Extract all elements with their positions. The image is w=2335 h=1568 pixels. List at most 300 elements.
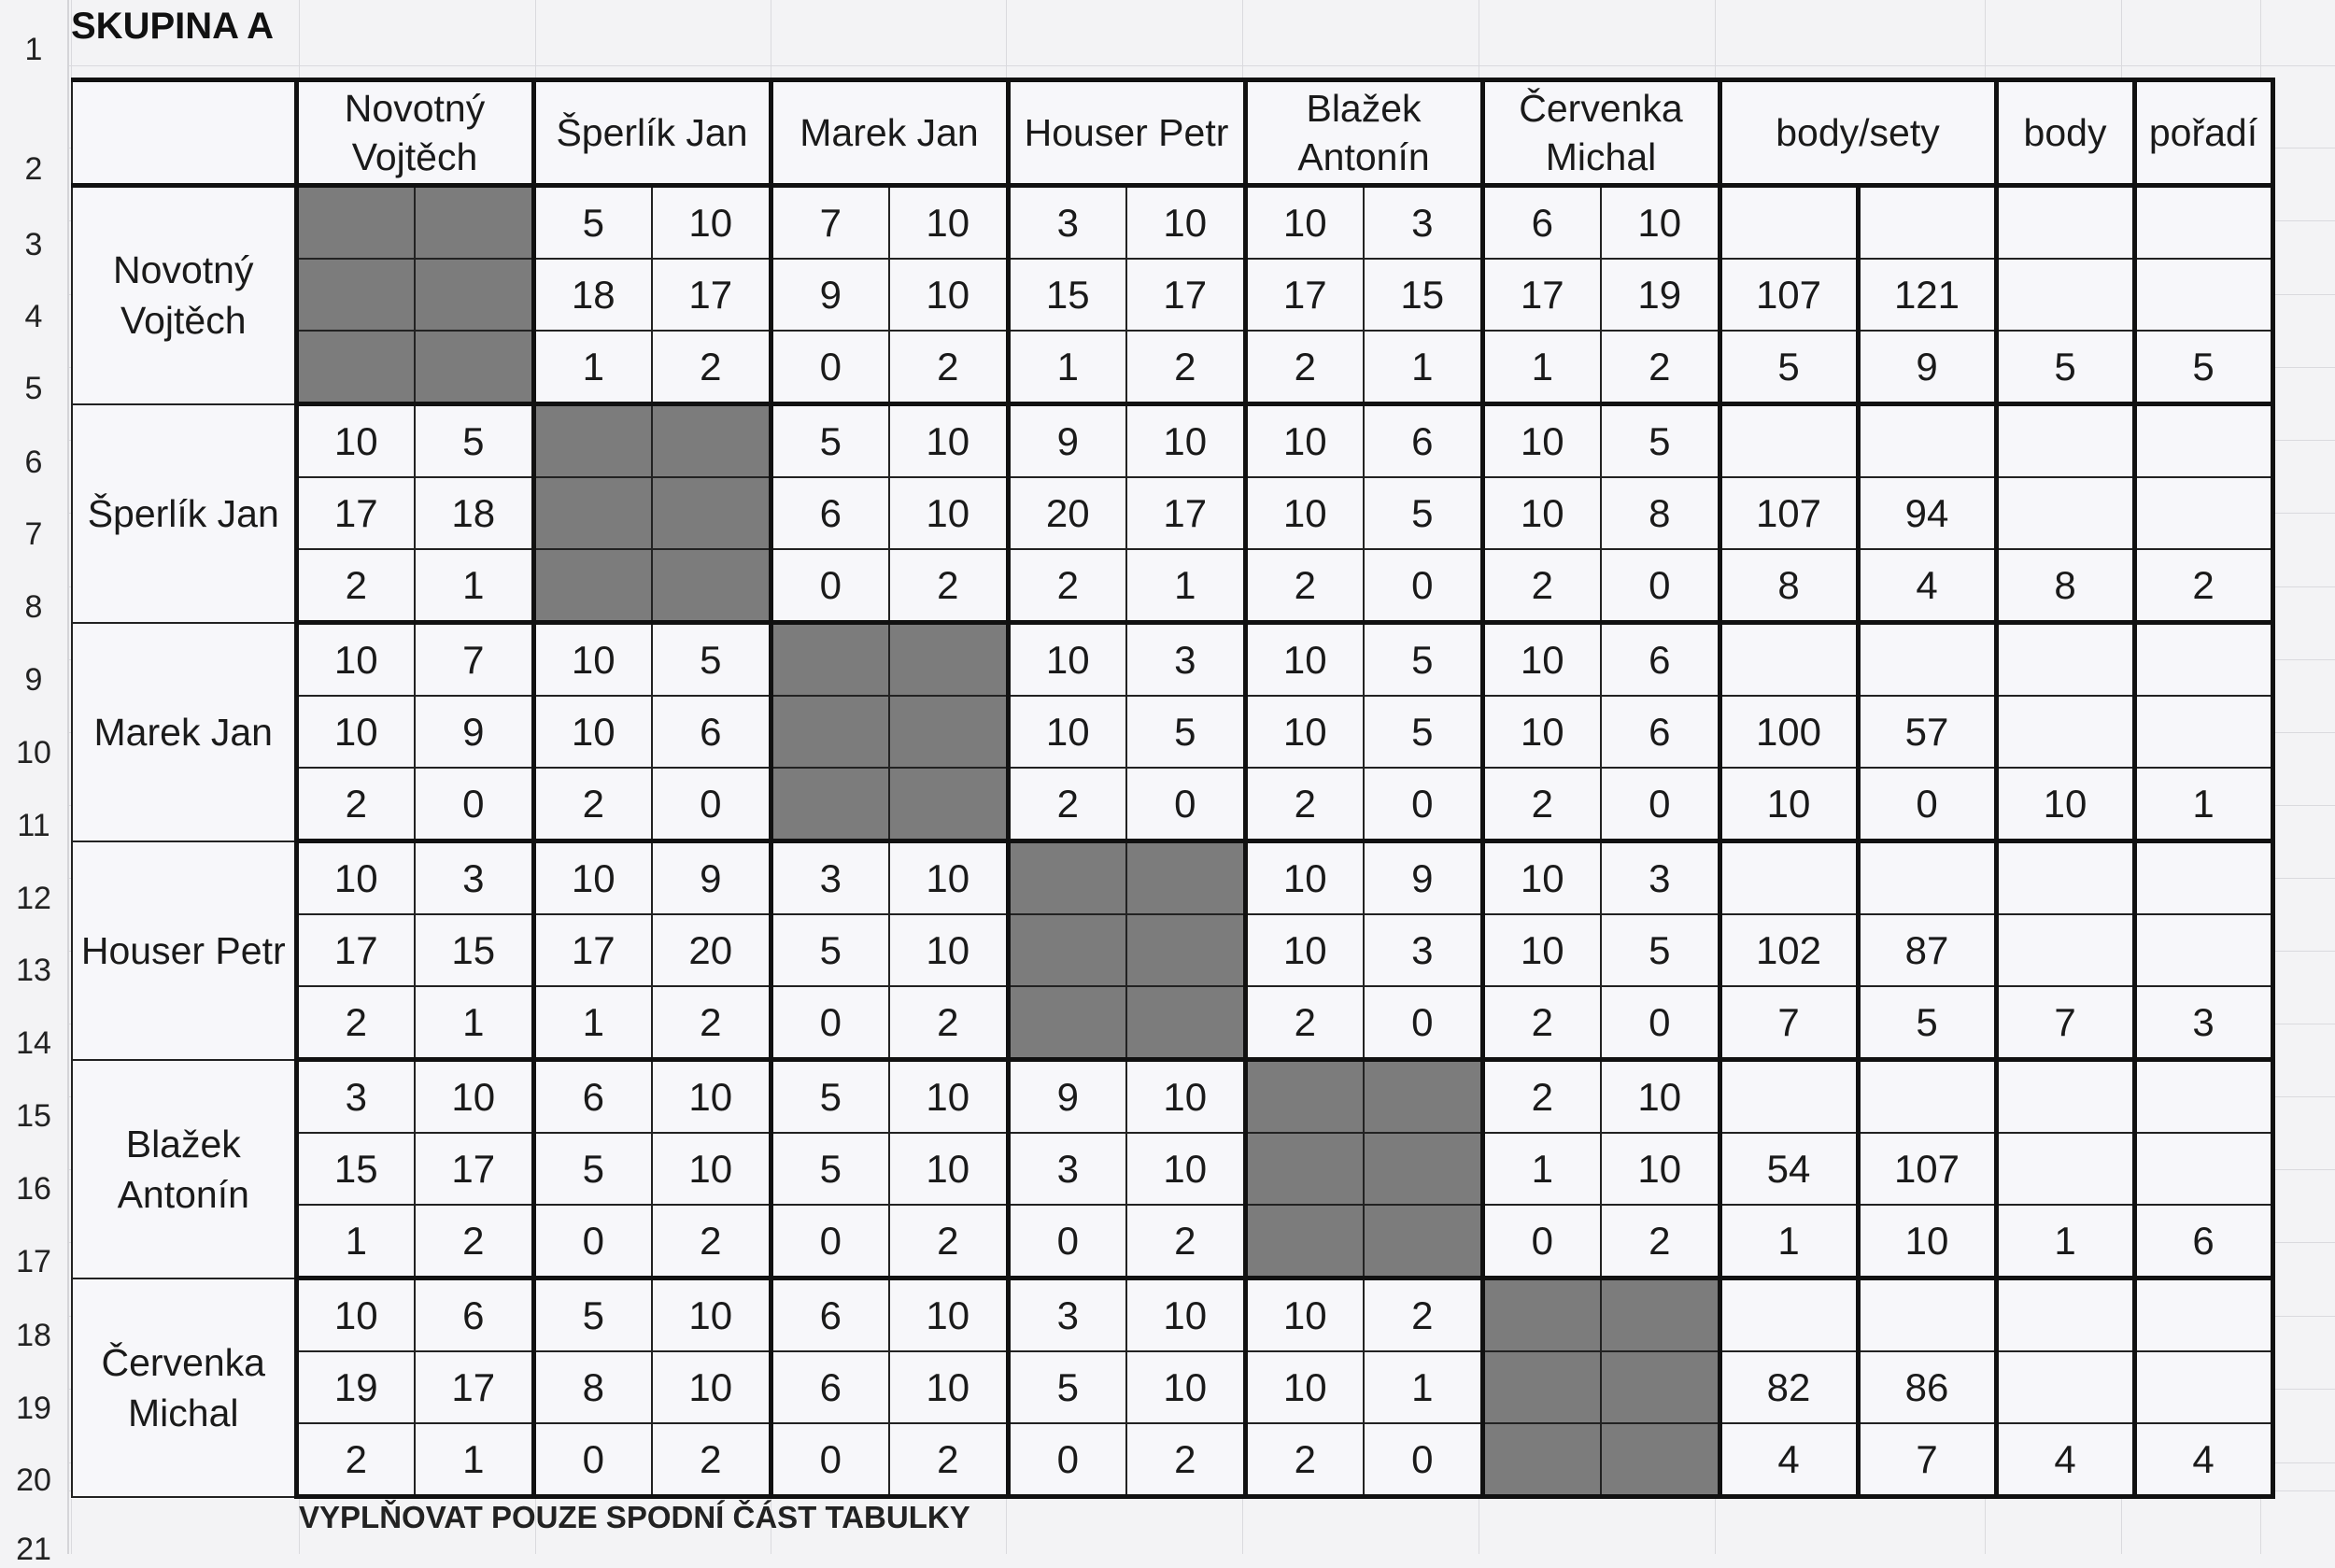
score-cell[interactable]: 2 (1245, 549, 1364, 623)
points-cell[interactable] (1996, 841, 2134, 915)
score-cell[interactable]: 10 (1126, 1278, 1245, 1352)
score-cell[interactable]: 3 (1008, 1133, 1126, 1205)
points-cell[interactable] (1996, 914, 2134, 986)
row-number[interactable]: 13 (16, 953, 51, 988)
score-cell[interactable]: 6 (415, 1278, 533, 1352)
self-match-cell[interactable] (1482, 1278, 1601, 1352)
self-match-cell[interactable] (1126, 914, 1245, 986)
score-cell[interactable]: 2 (1245, 331, 1364, 404)
score-cell[interactable]: 9 (415, 696, 533, 768)
points-sets-cell[interactable]: 87 (1858, 914, 1996, 986)
score-cell[interactable]: 10 (889, 1060, 1008, 1134)
self-match-cell[interactable] (1008, 986, 1126, 1060)
points-cell[interactable] (1996, 1351, 2134, 1423)
score-cell[interactable]: 17 (1126, 259, 1245, 331)
row-number[interactable]: 1 (24, 32, 43, 67)
score-cell[interactable]: 6 (1601, 623, 1719, 697)
score-cell[interactable]: 17 (296, 914, 415, 986)
player-row-header[interactable]: Houser Petr (72, 841, 296, 1060)
score-cell[interactable]: 0 (1601, 768, 1719, 841)
score-cell[interactable]: 0 (1364, 768, 1482, 841)
row-number[interactable]: 19 (16, 1391, 51, 1426)
score-cell[interactable]: 10 (652, 186, 771, 260)
score-cell[interactable]: 0 (1601, 549, 1719, 623)
score-cell[interactable]: 6 (652, 696, 771, 768)
score-cell[interactable]: 10 (652, 1351, 771, 1423)
row-number[interactable]: 4 (24, 299, 43, 334)
score-cell[interactable]: 10 (1245, 623, 1364, 697)
score-cell[interactable]: 8 (533, 1351, 652, 1423)
score-cell[interactable]: 2 (296, 768, 415, 841)
points-cell[interactable]: 5 (1996, 331, 2134, 404)
score-cell[interactable]: 10 (1245, 1278, 1364, 1352)
score-cell[interactable]: 2 (1126, 331, 1245, 404)
points-cell[interactable] (1996, 1133, 2134, 1205)
self-match-cell[interactable] (296, 186, 415, 260)
player-row-header[interactable]: Marek Jan (72, 623, 296, 841)
score-cell[interactable]: 6 (1482, 186, 1601, 260)
self-match-cell[interactable] (1126, 841, 1245, 915)
points-cell[interactable] (1996, 186, 2134, 260)
score-cell[interactable]: 5 (771, 914, 889, 986)
score-cell[interactable]: 18 (533, 259, 652, 331)
rank-cell[interactable]: 3 (2134, 986, 2272, 1060)
score-cell[interactable]: 0 (1364, 1423, 1482, 1497)
points-sets-cell[interactable]: 57 (1858, 696, 1996, 768)
score-cell[interactable]: 1 (1364, 331, 1482, 404)
score-cell[interactable]: 0 (1008, 1423, 1126, 1497)
points-cell[interactable] (1996, 1060, 2134, 1134)
points-sets-cell[interactable] (1719, 1060, 1858, 1134)
score-cell[interactable]: 10 (1126, 1060, 1245, 1134)
score-cell[interactable]: 0 (533, 1423, 652, 1497)
score-cell[interactable]: 17 (1126, 477, 1245, 549)
score-cell[interactable]: 2 (652, 331, 771, 404)
player-row-header[interactable]: Blažek Antonín (72, 1060, 296, 1278)
rank-cell[interactable]: 6 (2134, 1205, 2272, 1278)
score-cell[interactable]: 19 (296, 1351, 415, 1423)
score-cell[interactable]: 10 (889, 404, 1008, 478)
score-cell[interactable]: 17 (296, 477, 415, 549)
self-match-cell[interactable] (771, 696, 889, 768)
score-cell[interactable]: 0 (771, 986, 889, 1060)
column-header[interactable]: Červenka Michal (1482, 80, 1719, 186)
score-cell[interactable]: 2 (1245, 986, 1364, 1060)
score-cell[interactable]: 1 (415, 1423, 533, 1497)
score-cell[interactable]: 5 (1008, 1351, 1126, 1423)
points-sets-cell[interactable]: 10 (1858, 1205, 1996, 1278)
score-cell[interactable]: 0 (533, 1205, 652, 1278)
row-number[interactable]: 12 (16, 881, 51, 916)
score-cell[interactable]: 10 (889, 1133, 1008, 1205)
score-cell[interactable]: 10 (1482, 623, 1601, 697)
score-cell[interactable]: 6 (771, 1278, 889, 1352)
score-cell[interactable]: 2 (889, 549, 1008, 623)
self-match-cell[interactable] (1245, 1133, 1364, 1205)
score-cell[interactable]: 10 (533, 623, 652, 697)
points-cell[interactable]: 8 (1996, 549, 2134, 623)
score-cell[interactable]: 10 (1008, 623, 1126, 697)
points-sets-cell[interactable]: 4 (1719, 1423, 1858, 1497)
score-cell[interactable]: 10 (533, 841, 652, 915)
score-cell[interactable]: 2 (1008, 549, 1126, 623)
self-match-cell[interactable] (1482, 1423, 1601, 1497)
score-cell[interactable]: 10 (889, 1278, 1008, 1352)
score-cell[interactable]: 2 (1126, 1205, 1245, 1278)
points-sets-cell[interactable]: 121 (1858, 259, 1996, 331)
score-cell[interactable]: 15 (296, 1133, 415, 1205)
score-cell[interactable]: 5 (771, 404, 889, 478)
rank-cell[interactable] (2134, 841, 2272, 915)
points-sets-cell[interactable] (1719, 1278, 1858, 1352)
self-match-cell[interactable] (296, 259, 415, 331)
score-cell[interactable]: 0 (1482, 1205, 1601, 1278)
points-sets-cell[interactable] (1858, 1060, 1996, 1134)
score-cell[interactable]: 0 (652, 768, 771, 841)
score-cell[interactable]: 10 (652, 1278, 771, 1352)
self-match-cell[interactable] (1245, 1205, 1364, 1278)
score-cell[interactable]: 1 (1364, 1351, 1482, 1423)
rank-cell[interactable] (2134, 696, 2272, 768)
score-cell[interactable]: 10 (1245, 914, 1364, 986)
score-cell[interactable]: 3 (296, 1060, 415, 1134)
points-sets-cell[interactable] (1858, 623, 1996, 697)
points-sets-cell[interactable]: 7 (1719, 986, 1858, 1060)
points-cell[interactable]: 10 (1996, 768, 2134, 841)
points-sets-cell[interactable] (1858, 841, 1996, 915)
score-cell[interactable]: 1 (415, 549, 533, 623)
rank-cell[interactable] (2134, 914, 2272, 986)
score-cell[interactable]: 3 (1601, 841, 1719, 915)
row-number[interactable]: 11 (17, 808, 50, 843)
score-cell[interactable]: 2 (1482, 986, 1601, 1060)
score-cell[interactable]: 2 (1245, 768, 1364, 841)
score-cell[interactable]: 3 (1364, 186, 1482, 260)
points-cell[interactable] (1996, 696, 2134, 768)
rank-cell[interactable]: 5 (2134, 331, 2272, 404)
points-sets-cell[interactable] (1719, 841, 1858, 915)
score-cell[interactable]: 5 (1364, 623, 1482, 697)
score-cell[interactable]: 10 (296, 841, 415, 915)
points-sets-cell[interactable] (1719, 623, 1858, 697)
points-sets-cell[interactable] (1858, 1278, 1996, 1352)
points-cell[interactable] (1996, 623, 2134, 697)
points-sets-cell[interactable]: 82 (1719, 1351, 1858, 1423)
score-cell[interactable]: 10 (296, 696, 415, 768)
points-sets-cell[interactable] (1858, 404, 1996, 478)
self-match-cell[interactable] (296, 331, 415, 404)
score-cell[interactable]: 0 (1126, 768, 1245, 841)
row-number[interactable]: 16 (16, 1171, 51, 1207)
score-cell[interactable]: 10 (1601, 1133, 1719, 1205)
rank-cell[interactable] (2134, 186, 2272, 260)
score-cell[interactable]: 1 (1482, 1133, 1601, 1205)
score-cell[interactable]: 10 (1008, 696, 1126, 768)
score-cell[interactable]: 2 (889, 986, 1008, 1060)
score-cell[interactable]: 17 (652, 259, 771, 331)
self-match-cell[interactable] (652, 477, 771, 549)
self-match-cell[interactable] (1364, 1205, 1482, 1278)
points-cell[interactable]: 7 (1996, 986, 2134, 1060)
score-cell[interactable]: 2 (889, 331, 1008, 404)
score-cell[interactable]: 15 (1008, 259, 1126, 331)
points-sets-cell[interactable]: 107 (1858, 1133, 1996, 1205)
score-cell[interactable]: 10 (1482, 477, 1601, 549)
score-cell[interactable]: 10 (1245, 1351, 1364, 1423)
score-cell[interactable]: 2 (652, 986, 771, 1060)
score-cell[interactable]: 10 (652, 1060, 771, 1134)
self-match-cell[interactable] (1364, 1060, 1482, 1134)
score-cell[interactable]: 3 (1008, 1278, 1126, 1352)
score-cell[interactable]: 10 (1482, 914, 1601, 986)
score-cell[interactable]: 17 (1482, 259, 1601, 331)
column-header[interactable]: pořadí (2134, 80, 2272, 186)
score-cell[interactable]: 2 (889, 1205, 1008, 1278)
score-cell[interactable]: 6 (771, 477, 889, 549)
row-number[interactable]: 2 (24, 151, 43, 187)
points-sets-cell[interactable]: 8 (1719, 549, 1858, 623)
score-cell[interactable]: 9 (652, 841, 771, 915)
score-cell[interactable]: 10 (533, 696, 652, 768)
score-cell[interactable]: 10 (296, 623, 415, 697)
self-match-cell[interactable] (533, 477, 652, 549)
points-sets-cell[interactable]: 94 (1858, 477, 1996, 549)
self-match-cell[interactable] (889, 696, 1008, 768)
score-cell[interactable]: 10 (889, 186, 1008, 260)
score-cell[interactable]: 2 (296, 549, 415, 623)
score-cell[interactable]: 10 (889, 914, 1008, 986)
rank-cell[interactable]: 4 (2134, 1423, 2272, 1497)
score-cell[interactable]: 2 (652, 1423, 771, 1497)
rank-cell[interactable] (2134, 477, 2272, 549)
score-cell[interactable]: 9 (1364, 841, 1482, 915)
points-cell[interactable] (1996, 477, 2134, 549)
self-match-cell[interactable] (1008, 914, 1126, 986)
score-cell[interactable]: 20 (1008, 477, 1126, 549)
score-cell[interactable]: 2 (533, 768, 652, 841)
score-cell[interactable]: 10 (1482, 841, 1601, 915)
score-cell[interactable]: 17 (533, 914, 652, 986)
score-cell[interactable]: 10 (1126, 404, 1245, 478)
points-cell[interactable] (1996, 404, 2134, 478)
points-cell[interactable] (1996, 259, 2134, 331)
score-cell[interactable]: 0 (771, 1423, 889, 1497)
score-cell[interactable]: 2 (1482, 549, 1601, 623)
points-sets-cell[interactable] (1719, 404, 1858, 478)
row-number[interactable]: 9 (24, 662, 43, 698)
score-cell[interactable]: 5 (533, 1133, 652, 1205)
score-cell[interactable]: 5 (1601, 914, 1719, 986)
score-cell[interactable]: 10 (652, 1133, 771, 1205)
points-cell[interactable]: 1 (1996, 1205, 2134, 1278)
score-cell[interactable]: 10 (1245, 477, 1364, 549)
score-cell[interactable]: 17 (415, 1351, 533, 1423)
points-sets-cell[interactable]: 107 (1719, 259, 1858, 331)
rank-cell[interactable]: 1 (2134, 768, 2272, 841)
score-cell[interactable]: 6 (1364, 404, 1482, 478)
score-cell[interactable]: 17 (415, 1133, 533, 1205)
score-cell[interactable]: 10 (889, 841, 1008, 915)
score-cell[interactable]: 0 (771, 1205, 889, 1278)
score-cell[interactable]: 0 (1008, 1205, 1126, 1278)
score-cell[interactable]: 0 (771, 331, 889, 404)
self-match-cell[interactable] (889, 623, 1008, 697)
score-cell[interactable]: 6 (533, 1060, 652, 1134)
score-cell[interactable]: 15 (415, 914, 533, 986)
rank-cell[interactable] (2134, 259, 2272, 331)
points-sets-cell[interactable]: 10 (1719, 768, 1858, 841)
score-cell[interactable]: 10 (1601, 186, 1719, 260)
points-cell[interactable]: 4 (1996, 1423, 2134, 1497)
score-cell[interactable]: 0 (1364, 549, 1482, 623)
self-match-cell[interactable] (1601, 1351, 1719, 1423)
score-cell[interactable]: 10 (296, 1278, 415, 1352)
self-match-cell[interactable] (1601, 1278, 1719, 1352)
score-cell[interactable]: 7 (771, 186, 889, 260)
self-match-cell[interactable] (1364, 1133, 1482, 1205)
score-cell[interactable]: 9 (1008, 404, 1126, 478)
row-number[interactable]: 6 (24, 445, 43, 480)
self-match-cell[interactable] (415, 186, 533, 260)
rank-cell[interactable]: 2 (2134, 549, 2272, 623)
row-number[interactable]: 3 (24, 227, 43, 262)
score-cell[interactable]: 5 (771, 1060, 889, 1134)
score-cell[interactable]: 10 (415, 1060, 533, 1134)
score-cell[interactable]: 1 (296, 1205, 415, 1278)
row-number[interactable]: 21 (16, 1532, 51, 1567)
row-number[interactable]: 8 (24, 589, 43, 625)
points-sets-cell[interactable]: 1 (1719, 1205, 1858, 1278)
score-cell[interactable]: 3 (771, 841, 889, 915)
score-cell[interactable]: 0 (1601, 986, 1719, 1060)
score-cell[interactable]: 10 (1482, 696, 1601, 768)
rank-cell[interactable] (2134, 623, 2272, 697)
player-row-header[interactable]: Novotný Vojtěch (72, 186, 296, 404)
score-cell[interactable]: 2 (1482, 1060, 1601, 1134)
rank-cell[interactable] (2134, 1351, 2272, 1423)
score-cell[interactable]: 2 (1364, 1278, 1482, 1352)
score-cell[interactable]: 10 (1245, 186, 1364, 260)
row-number[interactable]: 15 (16, 1098, 51, 1134)
row-number[interactable]: 18 (16, 1318, 51, 1353)
score-cell[interactable]: 10 (889, 477, 1008, 549)
self-match-cell[interactable] (533, 549, 652, 623)
score-cell[interactable]: 2 (889, 1423, 1008, 1497)
score-cell[interactable]: 10 (1482, 404, 1601, 478)
score-cell[interactable]: 10 (1245, 696, 1364, 768)
score-cell[interactable]: 10 (1245, 841, 1364, 915)
self-match-cell[interactable] (1482, 1351, 1601, 1423)
score-cell[interactable]: 2 (652, 1205, 771, 1278)
self-match-cell[interactable] (1008, 841, 1126, 915)
self-match-cell[interactable] (1601, 1423, 1719, 1497)
points-sets-cell[interactable]: 5 (1858, 986, 1996, 1060)
self-match-cell[interactable] (1245, 1060, 1364, 1134)
points-sets-cell[interactable]: 0 (1858, 768, 1996, 841)
player-row-header[interactable]: Šperlík Jan (72, 404, 296, 623)
column-header[interactable]: Šperlík Jan (533, 80, 771, 186)
row-number[interactable]: 14 (16, 1025, 51, 1061)
row-number[interactable]: 17 (16, 1244, 51, 1279)
score-cell[interactable]: 18 (415, 477, 533, 549)
score-cell[interactable]: 5 (533, 186, 652, 260)
score-cell[interactable]: 2 (415, 1205, 533, 1278)
self-match-cell[interactable] (652, 549, 771, 623)
score-cell[interactable]: 1 (415, 986, 533, 1060)
column-header[interactable]: Blažek Antonín (1245, 80, 1482, 186)
self-match-cell[interactable] (889, 768, 1008, 841)
score-cell[interactable]: 15 (1364, 259, 1482, 331)
score-cell[interactable]: 10 (1126, 1133, 1245, 1205)
points-sets-cell[interactable] (1858, 186, 1996, 260)
score-cell[interactable]: 2 (1245, 1423, 1364, 1497)
self-match-cell[interactable] (771, 768, 889, 841)
self-match-cell[interactable] (533, 404, 652, 478)
points-sets-cell[interactable]: 107 (1719, 477, 1858, 549)
score-cell[interactable]: 1 (1008, 331, 1126, 404)
points-sets-cell[interactable]: 4 (1858, 549, 1996, 623)
score-cell[interactable]: 5 (771, 1133, 889, 1205)
score-cell[interactable]: 1 (533, 331, 652, 404)
score-cell[interactable]: 2 (1482, 768, 1601, 841)
score-cell[interactable]: 7 (415, 623, 533, 697)
points-sets-cell[interactable]: 100 (1719, 696, 1858, 768)
score-cell[interactable]: 19 (1601, 259, 1719, 331)
score-cell[interactable]: 9 (771, 259, 889, 331)
self-match-cell[interactable] (415, 331, 533, 404)
points-sets-cell[interactable]: 86 (1858, 1351, 1996, 1423)
score-cell[interactable]: 8 (1601, 477, 1719, 549)
score-cell[interactable]: 1 (533, 986, 652, 1060)
score-cell[interactable]: 10 (1126, 186, 1245, 260)
column-header[interactable]: Novotný Vojtěch (296, 80, 533, 186)
score-cell[interactable]: 10 (296, 404, 415, 478)
score-cell[interactable]: 2 (296, 986, 415, 1060)
rank-cell[interactable] (2134, 1278, 2272, 1352)
score-cell[interactable]: 6 (771, 1351, 889, 1423)
score-cell[interactable]: 2 (1126, 1423, 1245, 1497)
score-cell[interactable]: 20 (652, 914, 771, 986)
score-cell[interactable]: 10 (889, 1351, 1008, 1423)
score-cell[interactable]: 5 (533, 1278, 652, 1352)
score-cell[interactable]: 9 (1008, 1060, 1126, 1134)
corner-cell[interactable] (72, 80, 296, 186)
score-cell[interactable]: 5 (1601, 404, 1719, 478)
score-cell[interactable]: 5 (415, 404, 533, 478)
points-sets-cell[interactable] (1719, 186, 1858, 260)
score-cell[interactable]: 2 (1601, 1205, 1719, 1278)
score-cell[interactable]: 3 (1364, 914, 1482, 986)
score-cell[interactable]: 10 (1601, 1060, 1719, 1134)
score-cell[interactable]: 3 (415, 841, 533, 915)
points-sets-cell[interactable]: 54 (1719, 1133, 1858, 1205)
row-number[interactable]: 10 (16, 735, 51, 770)
points-sets-cell[interactable]: 102 (1719, 914, 1858, 986)
points-cell[interactable] (1996, 1278, 2134, 1352)
points-sets-cell[interactable]: 5 (1719, 331, 1858, 404)
self-match-cell[interactable] (771, 623, 889, 697)
score-cell[interactable]: 3 (1126, 623, 1245, 697)
score-cell[interactable]: 0 (1364, 986, 1482, 1060)
score-cell[interactable]: 3 (1008, 186, 1126, 260)
score-cell[interactable]: 5 (652, 623, 771, 697)
score-cell[interactable]: 10 (1126, 1351, 1245, 1423)
rank-cell[interactable] (2134, 404, 2272, 478)
row-number[interactable]: 7 (24, 516, 43, 552)
column-header[interactable]: Marek Jan (771, 80, 1008, 186)
self-match-cell[interactable] (652, 404, 771, 478)
rank-cell[interactable] (2134, 1060, 2272, 1134)
